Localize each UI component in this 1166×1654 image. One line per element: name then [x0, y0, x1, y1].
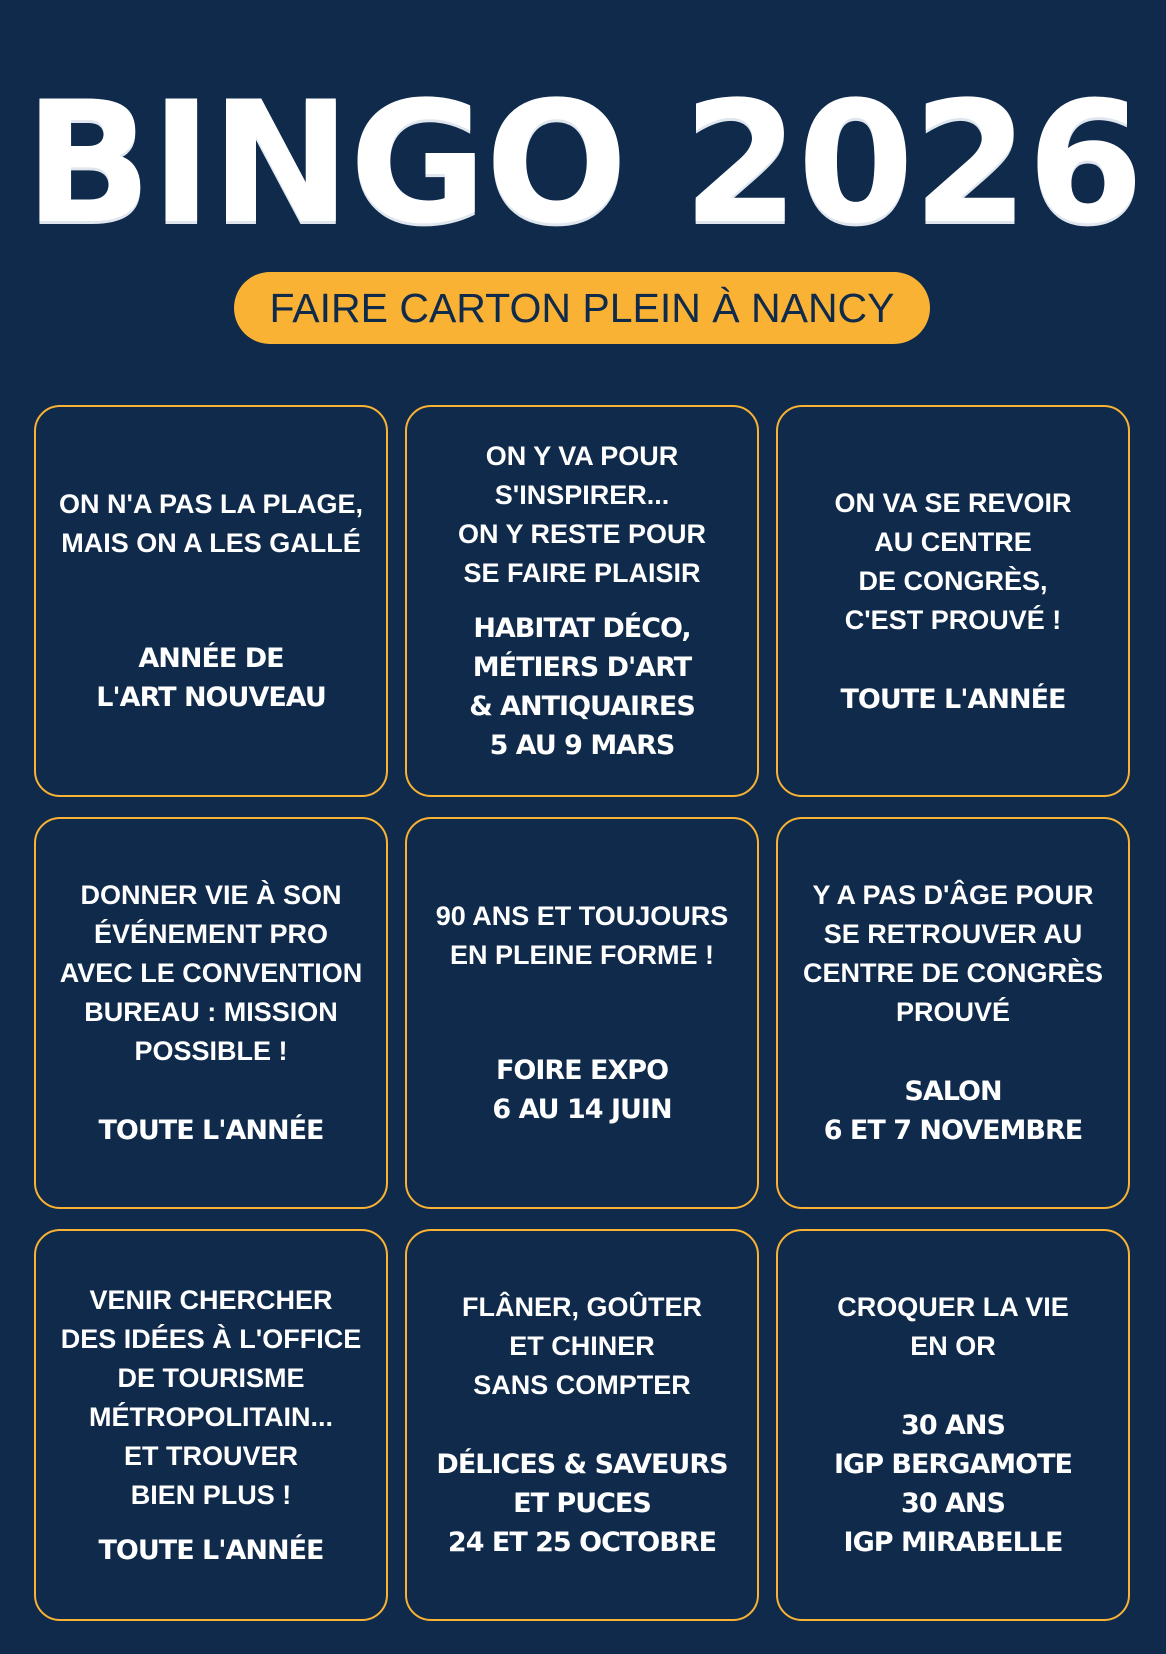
cell-event: SALON 6 ET 7 NOVEMBRE — [823, 1076, 1083, 1146]
cell-event: TOUTE L'ANNÉE — [98, 1534, 324, 1566]
bingo-cell-habitat-deco — [405, 405, 759, 797]
cell-slogan: ON VA SE REVOIR AU CENTRE DE CONGRÈS, C'EST PROUVÉ ! — [834, 487, 1072, 635]
bingo-cell-salon — [776, 817, 1130, 1209]
cell-event: FOIRE EXPO 6 AU 14 JUIN — [492, 1055, 672, 1125]
cell-slogan: ON N'A PAS LA PLAGE, MAIS ON A LES GALLÉ — [59, 489, 363, 558]
cell-slogan: Y A PAS D'ÂGE POUR SE RETROUVER AU CENTRE DE CONGRÈS PROUVÉ — [802, 880, 1104, 1027]
bingo-cell-art-nouveau — [34, 405, 388, 797]
cell-slogan: DONNER VIE À SON ÉVÉNEMENT PRO AVEC LE CONVENTION BUREAU : MISSION POSSIBLE ! — [59, 880, 363, 1066]
cell-event: 30 ANS IGP BERGAMOTE 30 ANS IGP MIRABELLE — [834, 1410, 1072, 1558]
cell-slogan: CROQUER LA VIE EN OR — [837, 1292, 1069, 1361]
cell-event: TOUTE L'ANNÉE — [98, 1115, 324, 1146]
cell-slogan: VENIR CHERCHER DES IDÉES À L'OFFICE DE TOURISME MÉTROPOLITAIN... ET TROUVER BIEN PLUS ! — [60, 1284, 362, 1510]
cell-event: DÉLICES & SAVEURS ET PUCES 24 ET 25 OCTOBRE — [436, 1449, 728, 1558]
bingo-cell-centre-congres — [776, 405, 1130, 797]
bingo-cell-delices-saveurs — [405, 1229, 759, 1621]
cell-event: HABITAT DÉCO, MÉTIERS D'ART & ANTIQUAIRES 5 AU 9 MARS — [469, 613, 695, 761]
cell-event: ANNÉE DE L'ART NOUVEAU — [96, 643, 326, 713]
page-title: BINGO 2026 — [24, 65, 1142, 261]
subtitle-badge: FAIRE CARTON PLEIN À NANCY — [234, 272, 930, 344]
bingo-cell-igp — [776, 1229, 1130, 1621]
bingo-cell-office-tourisme — [34, 1229, 388, 1621]
bingo-cell-foire-expo — [405, 817, 759, 1209]
cell-event: TOUTE L'ANNÉE — [840, 683, 1066, 715]
cell-slogan: ON Y VA POUR S'INSPIRER... ON Y RESTE POUR SE FAIRE PLAISIR — [457, 441, 707, 588]
cell-slogan: FLÂNER, GOÛTER ET CHINER SANS COMPTER — [462, 1292, 702, 1400]
cell-slogan: 90 ANS ET TOUJOURS EN PLEINE FORME ! — [435, 901, 729, 970]
bingo-grid — [34, 405, 1131, 1621]
bingo-cell-convention-bureau — [34, 817, 388, 1209]
